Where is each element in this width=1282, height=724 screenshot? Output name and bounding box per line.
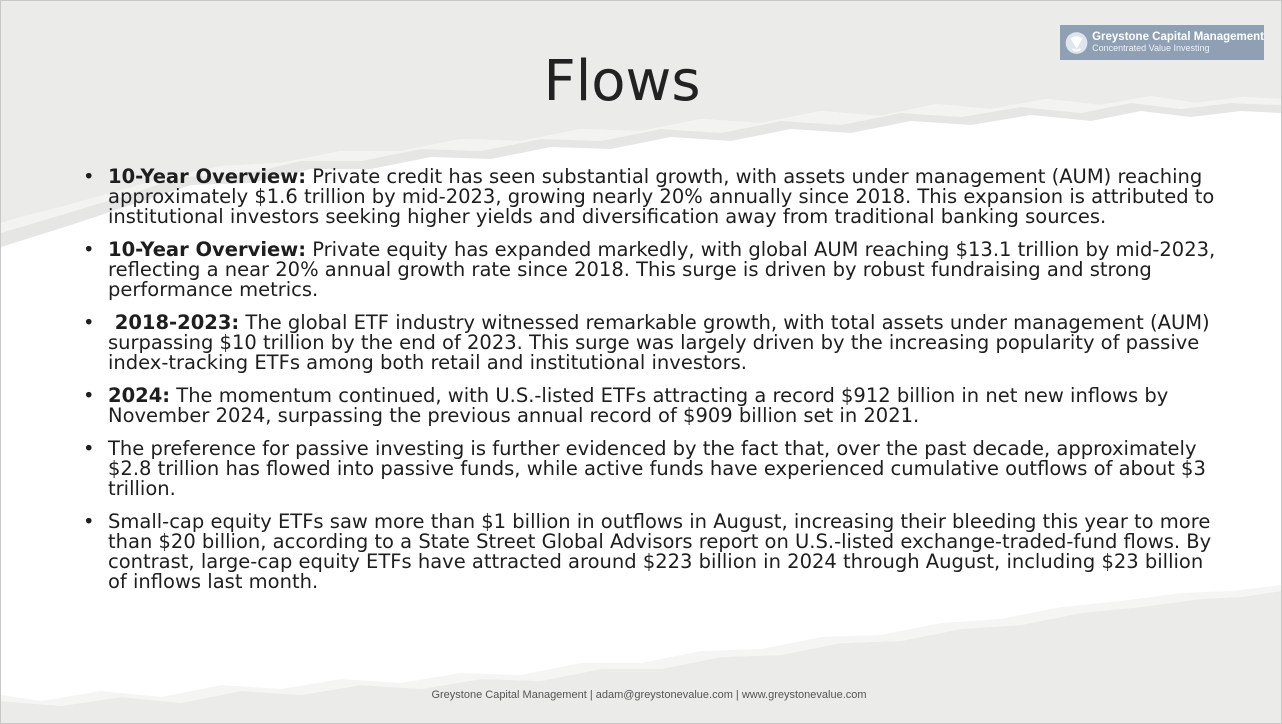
bullet-text: Private equity has expanded markedly, with global AUM reaching $13.1 trillion by mid-2023, reflecting a near 20% annual growth rate since 2018. This surge is driven by robust fundraising and strong performance metrics.: [108, 238, 1216, 301]
bullet-text: Small-cap equity ETFs saw more than $1 billion in outflows in August, increasing their bleeding this year to more than $20 billion, according to a State Street Global Advisors report on U.S.-listed exchange-traded-fund flows. By contrast, large-cap equity ETFs have attracted around $223 billion in 2024 through August, including $23 billion of inflows last month.: [108, 510, 1212, 593]
bullet-lead: 2024:: [108, 384, 171, 407]
bullet-glyph: •: [83, 311, 95, 334]
footer-contact: Greystone Capital Management | adam@greystonevalue.com | www.greystonevalue.com: [431, 689, 867, 701]
bullet-text: The global ETF industry witnessed remarkable growth, with total assets under management (AUM) surpassing $10 trillion by the end of 2023. This surge was largely driven by the increasing popularity of passive index-tracking ETFs among both retail and institutional investors.: [108, 311, 1210, 374]
bullet-item: [83, 240, 1223, 300]
bullet-item: [83, 167, 1223, 227]
bullet-glyph: •: [83, 510, 95, 533]
bullet-item: [83, 313, 1223, 373]
bullet-glyph: •: [83, 238, 95, 261]
bullet-text: Private credit has seen substantial growth, with assets under management (AUM) reaching approximately $1.6 trillion by mid-2023, growing nearly 20% annually since 2018. This expansion is attributed to institutional investors seeking higher yields and diversification away from traditional banking sources.: [108, 165, 1215, 228]
logo-company-name: Greystone Capital Management: [1092, 31, 1264, 44]
bullet-glyph: •: [83, 437, 95, 460]
bullet-lead: 10-Year Overview:: [108, 238, 307, 261]
bullet-item: [83, 386, 1223, 426]
bullet-item: [83, 439, 1223, 499]
bullet-glyph: •: [83, 384, 95, 407]
bullet-text: The momentum continued, with U.S.-listed ETFs attracting a record $912 billion in net new inflows by November 2024, surpassing the previous annual record of $909 billion set in 2021.: [108, 384, 1169, 427]
logo-tagline: Concentrated Value Investing: [1092, 42, 1210, 53]
bullet-text: The preference for passive investing is further evidenced by the fact that, over the past decade, approximately $2.8 trillion has flowed into passive funds, while active funds have experienced cumulative outflows of about $3 trillion.: [108, 437, 1206, 500]
bullet-glyph: •: [83, 165, 95, 188]
bullet-list: [83, 167, 1223, 605]
bullet-lead: 10-Year Overview:: [108, 165, 307, 188]
bullet-lead: 2018-2023:: [108, 311, 240, 334]
bullet-item: [83, 512, 1223, 592]
slide-title: Flows: [543, 49, 701, 114]
